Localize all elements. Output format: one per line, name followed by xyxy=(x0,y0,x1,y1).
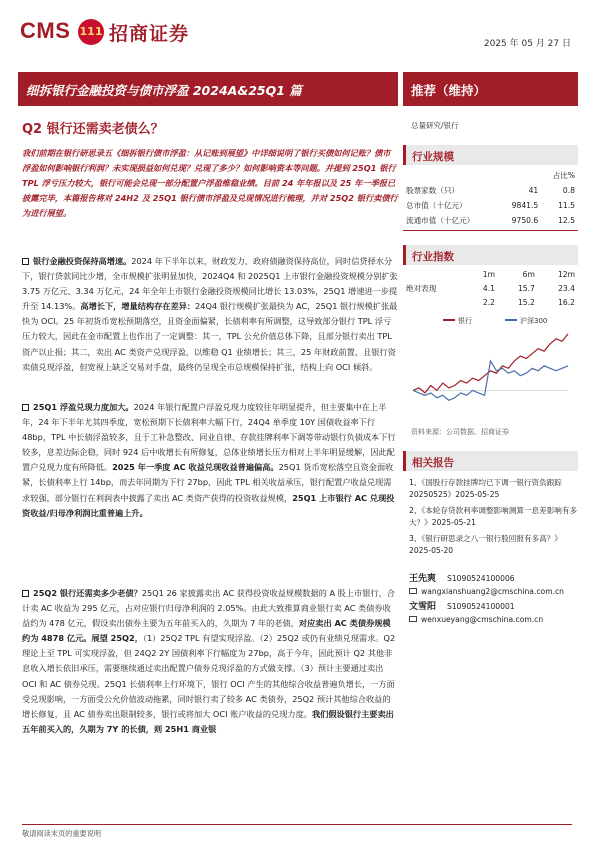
table-row: 绝对表现 4.1 15.7 23.4 xyxy=(406,284,575,293)
table-row: 股票家数（只） 41 0.8 xyxy=(406,186,575,195)
abstract: 我们前期在银行研思录五《细拆银行债市浮盈：从记账到展望》中详细说明了银行买债如何记账？债市浮盈如何影响银行利润？未实现损益如何兑现？兑现了多少？如何影响资本等问题。并提到 25Q1 银行 TPL 浮亏压力较大，银行可能会兑现一部分配置户浮盈维稳业绩。目前 24 年年报以及 25 年一季报已披露完毕，本篇报告将对 24H2 及 25Q1 银行债市浮盈及兑现情况进行梳理，并对 25Q2 银行卖债行为进行展望。 xyxy=(22,148,398,218)
paragraph-lead: 25Q1 上市银行 AC 兑现投资收益/归母净利润比重普遍上升。 xyxy=(22,492,395,518)
report-subtitle: Q2 银行还需卖老债么？ xyxy=(22,122,164,137)
email-icon xyxy=(409,616,417,622)
paragraph-text: 24Q4 银行规模扩张最快为 AC，25Q1 银行规模扩张最快为 OCI。25 年初货币宽松预期落空，且资金面偏紧，长债利率有所调整，这导致部分银行 TPL 浮亏压力较大，因此在金市配置上也作出了一定调整：其一，TPL 公允价值总体下降，且部分银行卖出 TPL 资产以止损；其二，卖出 AC 类资产兑现浮盈，以维稳 Q1 业绩增长；其三，25 年财政前置，且银行资卖债兑现浮盈，但宽视上缺乏交易对手盘，最终仍呈现全市总规模保持扩张，结构上向 OCI 倾斜。 xyxy=(22,301,398,372)
email-icon xyxy=(409,588,417,594)
industry-index-heading: 行业指数 xyxy=(403,245,578,265)
paragraph-lead: 高增长下，增量结构存在差异： xyxy=(80,301,196,312)
analyst-info xyxy=(403,573,578,625)
category-label: 总量研究/银行 xyxy=(411,121,459,130)
related-report-link[interactable]: 3、《银行研思录之八一银行股回报有多高？》2025-05-20 xyxy=(409,534,562,555)
company-logo-latin: CMS xyxy=(20,18,71,43)
related-reports-heading: 相关报告 xyxy=(403,451,578,471)
table-header-row: 1m 6m 12m xyxy=(482,270,575,279)
analyst-email[interactable]: wenxueyang@cmschina.com.cn xyxy=(421,614,544,624)
analyst-name: 文雪阳 xyxy=(409,602,437,612)
paragraph-lead: 2025 年一季度 AC 收益兑现收益普遍偏高。 xyxy=(112,462,279,473)
company-logo-chinese: 招商证券 xyxy=(109,23,190,45)
paragraph-lead: 对应卖出 AC 类债券规模约为 4878 亿元。展望 25Q2， xyxy=(22,618,391,644)
paragraph-lead: 25Q2 银行还需卖多少老债？ xyxy=(33,588,142,598)
analyst-email[interactable]: wangxianshuang2@cmschina.com.cn xyxy=(421,586,564,596)
scale-header: 占比% xyxy=(552,171,575,180)
paragraph-text: （1）25Q2 TPL 有望实现浮盈。（2）25Q2 或仍有业绩兑现需求。Q2 理论上至 TPL 可实现浮盈，但 24Q2 2Y 国债利率下行幅度为 27bp，高于今年，因此预计 Q2 其他非息收入增长依旧承压，需要继续通过卖出配置户债券兑现浮盈的方式做支撑。（3）预计主要通过卖出 OCI 和 AC 债券兑现。25Q1 长债利率上行环境下，银行 OCI 产生的其他综合收益普遍负增长，一方面受兑现影响，一方面受公允价值波动拖累，同时银行卖了较多 AC 类债券，25Q2 预计其他综合收益的增长修复，且 AC 债券卖出限制较多，银行或将加大 OCI 账户收益的兑现力度。 xyxy=(22,633,396,719)
company-logo-mark: 111 xyxy=(78,19,104,45)
footer-note: 敬请阅读末页的重要说明 xyxy=(22,829,102,838)
report-title-bar xyxy=(18,72,398,106)
paragraph-lead: 我们假设银行主要卖出五年前买入的，久期为 7Y 的长债，则 25H1 商业银 xyxy=(22,708,394,734)
page-header xyxy=(20,18,575,48)
chart-source: 资料来源：公司数据、招商证券 xyxy=(411,428,509,436)
divider xyxy=(403,230,578,231)
paragraph-lead: 银行金融投资保持高增速。 xyxy=(33,256,132,266)
analyst-name: 王先爽 xyxy=(409,574,437,584)
legend-label: 沪深300 xyxy=(520,317,548,325)
legend-label: 银行 xyxy=(458,317,472,325)
table-row: 总市值（十亿元） 9841.5 11.5 xyxy=(406,201,575,210)
rating: 推荐（维持） xyxy=(411,83,487,98)
table-row: 2.2 15.2 16.2 xyxy=(482,298,575,307)
related-report-link[interactable]: 1、《国股行存款挂牌均已下调一银行资负跟踪 20250525》2025-05-25 xyxy=(409,478,562,499)
sidebar xyxy=(403,72,578,625)
related-report-link[interactable]: 2、《本轮存贷款利率调整影响测算一息差影响有多大？》2025-05-21 xyxy=(409,506,578,527)
index-performance-chart xyxy=(403,313,578,423)
analyst-license: S1090524100006 xyxy=(447,574,515,583)
report-date: 2025 年 05 月 27 日 xyxy=(483,39,571,49)
paragraph-text: 25Q1 26 家披露卖出 AC 获得投资收益规模数据的 A 股上市银行，合计卖 AC 收益为 295 亿元，占对应银行归母净利润的 2.05%。由此大致推算商业银行卖 AC 类债券收益约为 478 亿元，假设卖出债券主要为五年前买入的，久期为 7 年的老债， xyxy=(22,588,395,629)
industry-index-table xyxy=(403,268,578,309)
paragraph-3 xyxy=(22,586,398,737)
paragraph-2 xyxy=(22,400,398,521)
paragraph-1 xyxy=(22,254,398,375)
analyst-entry xyxy=(409,573,578,597)
industry-scale-table xyxy=(403,168,578,228)
bullet-icon xyxy=(22,404,29,411)
paragraph-text: 25Q1 货币宽松落空且资金面收紧，长债利率上行 14bp，而去年同期为下行 27bp，因此 TPL 相关收益承压，银行配置户收益兑现需求较强，部分银行在利润表中披露了卖出 AC 类资产获得的投资收益规模， xyxy=(22,462,394,503)
analyst-entry xyxy=(409,601,578,625)
series-line-1 xyxy=(413,361,568,400)
rating-bar xyxy=(403,72,578,106)
table-row: 流通市值（十亿元） 9750.6 12.5 xyxy=(406,216,575,225)
bullet-icon xyxy=(22,258,29,265)
industry-scale-heading: 行业规模 xyxy=(403,145,578,165)
bullet-icon xyxy=(22,590,29,597)
paragraph-text: 2024 年银行配置户浮盈兑现力度较往年明显提升，但主要集中在上半年，24 年下半年尤其四季度，宽松预期下长债利率大幅下行，24Q4 单季度 10Y 国债收益率下行 48bp，TPL 中长债浮盈较多，且于工补急整改、同业自律、存款挂牌利率下调等带动银行负债成本下行较多，息差边际企稳，同时 924 后中收增长有所修复，总体业绩增长压力相对上半年明显缓解，因此配置户兑现力度有所降低。 xyxy=(22,402,396,473)
analyst-license: S1090524100001 xyxy=(447,602,515,611)
paragraph-text: 2024 年下半年以来，财政发力，政府债融资保持高位，同时信贷择水分下，银行贷款同比少增，全市规模扩张明显加快，2024Q4 和 2025Q1 上市银行金融投资规模分别扩张 3.75 万亿元、3.34 万亿元，24 年全年上市银行金融投资规模同比增长 13.03%，25Q1 增速进一步提升至 14.13%。 xyxy=(22,256,398,312)
paragraph-lead: 25Q1 浮盈兑现力度加大。 xyxy=(33,402,134,412)
performance-chart-svg xyxy=(403,313,578,423)
report-title: 细拆银行金融投资与债市浮盈 2024A&25Q1 篇 xyxy=(26,83,302,98)
related-reports-list xyxy=(403,477,578,557)
footer-divider xyxy=(22,824,572,825)
